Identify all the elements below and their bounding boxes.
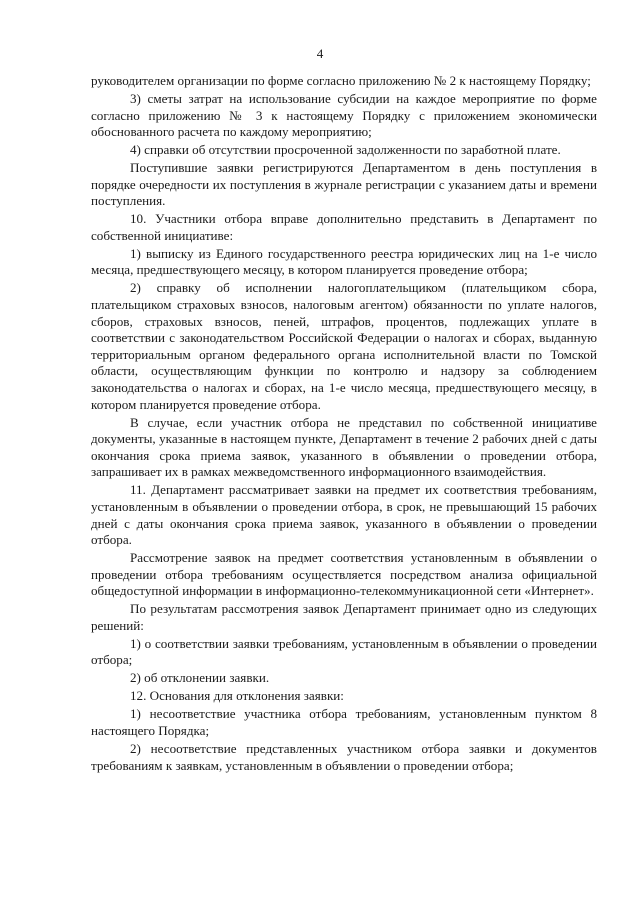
paragraph-14: 12. Основания для отклонения заявки: [130,688,344,704]
paragraph-2: 3) сметы затрат на использование субсидии на каждое мероприятие по форме согласно приложению № 3 к настоящему Порядку с приложением экономически обоснованного расчета по каждому мероприятию; [91,90,597,140]
paragraph-7: 2) справку об исполнении налогоплательщиком (плательщиком сбора, плательщиком страховых взносов, налоговым агентом) обязанности по уплате налогов, сборов, страховых взносов, пеней, штрафов, процентов, подлежащих уплате в соответствии с законодательством Российской Федерации о налогах и сборах, выданную территориальным органом федерального органа исполнительной власти по Томской области, осуществляющим функции по контролю и надзору за соблюдением законодательства о налогах и сборах, на 1-е число месяца, предшествующего месяцу, в котором планируется проведение отбора. [91,280,597,412]
paragraph-13: 2) об отклонении заявки. [130,670,270,686]
paragraph-16: 2) несоответствие представленных участником отбора заявки и документов требованиям к заявкам, установленным в объявлении о проведении отбора; [91,741,597,773]
document-body [91,73,597,776]
paragraph-15: 1) несоответствие участника отбора требованиям, установленным пунктом 8 настоящего Порядка; [91,706,597,739]
paragraph-4: Поступившие заявки регистрируются Департаментом в день поступления в порядке очередности их поступления в журнале регистрации с указанием даты и времени поступления. [91,160,597,209]
page-number: 4 [316,46,324,61]
paragraph-8: В случае, если участник отбора не представил по собственной инициативе документы, указанные в настоящем пункте, Департамент в течение 2 рабочих дней с даты окончания срока приема заявок, указанного в объявлении о проведении отбора, запрашивает их в рамках межведомственного информационного взаимодействия. [91,414,597,480]
paragraph-5: 10. Участники отбора вправе дополнительно представить в Департамент по собственной инициативе: [91,211,597,243]
paragraph-3: 4) справки об отсутствии просроченной задолженности по заработной плате. [130,142,561,158]
paragraph-12: 1) о соответствии заявки требованиям, установленным в объявлении о проведении отбора; [91,635,597,668]
paragraph-1: руководителем организации по форме согласно приложению № 2 к настоящему Порядку; [91,73,591,88]
paragraph-11: По результатам рассмотрения заявок Департамент принимает одно из следующих решений: [91,601,597,633]
paragraph-9: 11. Департамент рассматривает заявки на предмет их соответствия требованиям, установленным в объявлении о проведении отбора, в срок, не превышающий 15 рабочих дней с даты окончания срока приема заявок, указанного в объявлении о проведении отбора. [91,482,597,548]
paragraph-6: 1) выписку из Единого государственного реестра юридических лиц на 1-е число месяца, предшествующего месяцу, в котором планируется проведение отбора; [91,245,597,278]
paragraph-10: Рассмотрение заявок на предмет соответствия установленным в объявлении о проведении отбора требованиям осуществляется посредством анализа официальной общедоступной информации в информационно-телекоммуникационной сети «Интернет». [91,550,597,599]
